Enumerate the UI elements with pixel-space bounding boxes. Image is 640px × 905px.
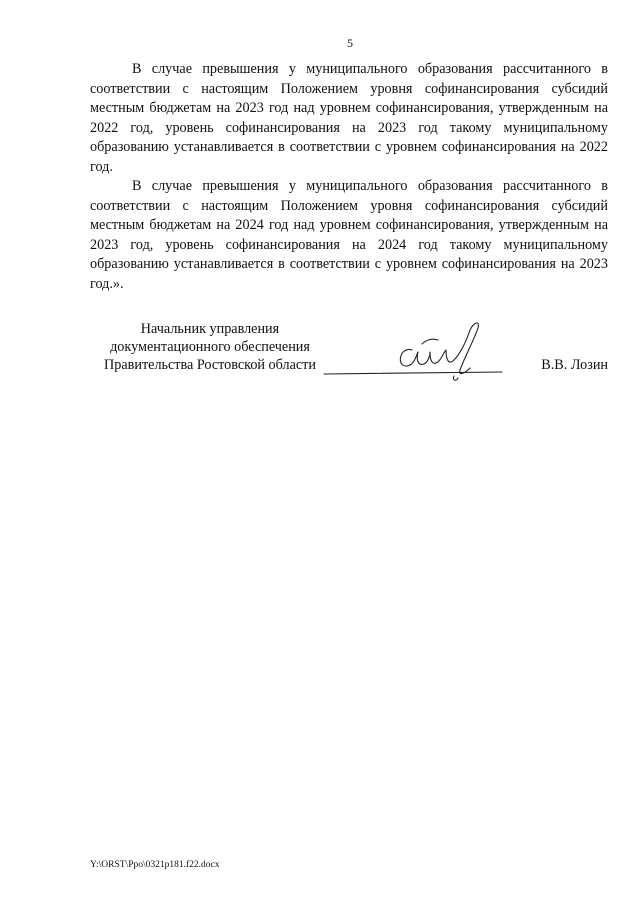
handwritten-signature: [320, 316, 510, 388]
paragraph-2023: В случае превышения у муниципального образования рассчитанного в соответствии с настоящим Положением уровня софинансирования субсидий местным бюджетам на 2023 год над уровнем софинансирования, утвержденным на 2022 год, уровень софинансирования на 2023 год такому муниципальному образованию устанавливается в соответствии с уровнем софинансирования на 2022 год.: [90, 61, 608, 175]
page-number: 5: [347, 36, 353, 50]
signatory-name: В.В. Лозин: [541, 357, 608, 373]
footer-file-path: Y:\ORST\Ppo\0321p181.f22.docx: [90, 860, 220, 870]
signatory-title-line: Начальник управления: [140, 321, 280, 337]
signatory-title-line: документационного обеспечения: [110, 339, 310, 355]
paragraph-2024: В случае превышения у муниципального образования рассчитанного в соответствии с настоящим Положением уровня софинансирования субсидий местным бюджетам на 2024 год над уровнем софинансирования, утвержденным на 2023 год, уровень софинансирования на 2024 год такому муниципальному образованию устанавливается в соответствии с уровнем софинансирования на 2023 год.».: [90, 178, 608, 292]
document-body: [90, 60, 608, 294]
signatory-title: [90, 320, 330, 374]
signatory-title-line: Правительства Ростовской области: [104, 357, 316, 373]
